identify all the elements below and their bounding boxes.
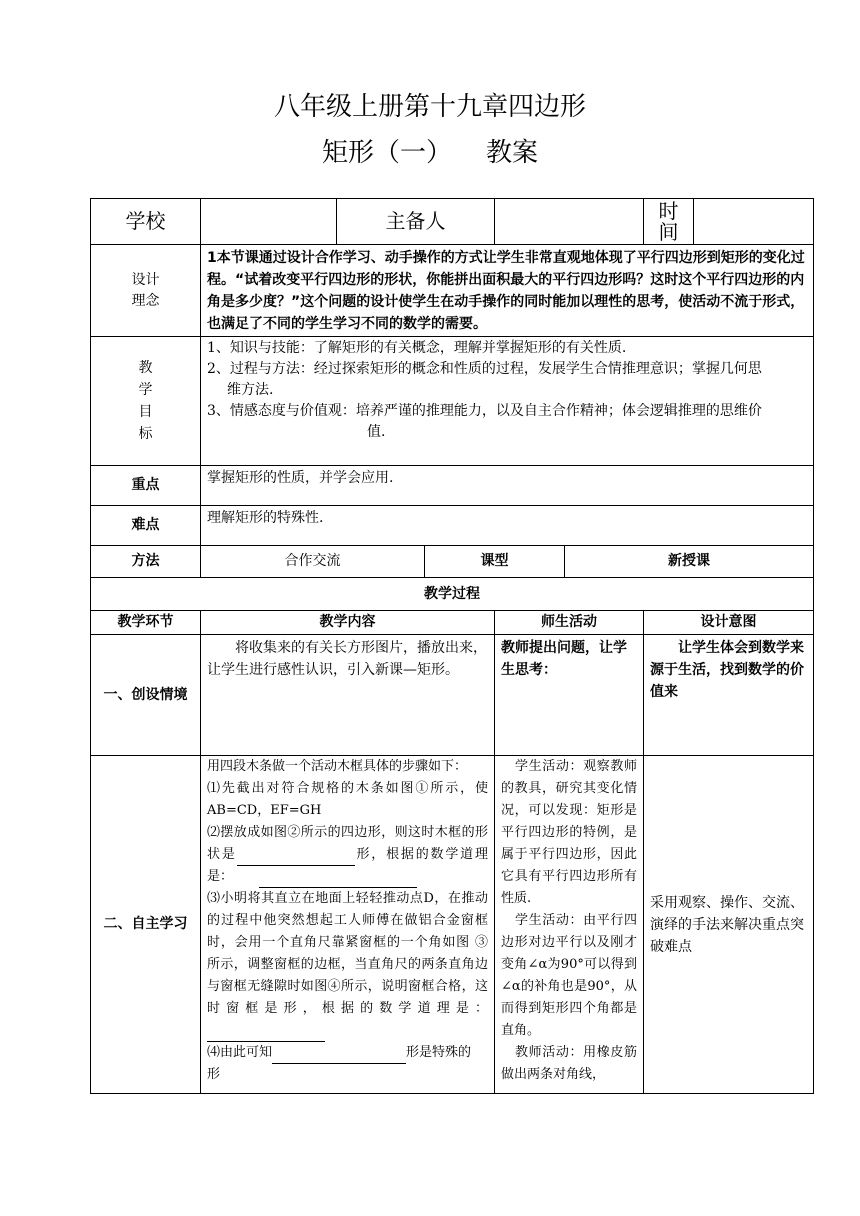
method-label: 方法 bbox=[91, 546, 201, 578]
activity-2-student-1: 学生活动：观察教师的教具，研究其变化情况，可以发现：矩形是平行四边形的特例，是属于平行四边形，因此它具有平行四边形所有性质. bbox=[501, 759, 637, 906]
time-label: 时间 bbox=[644, 199, 694, 245]
content-2 bbox=[201, 756, 495, 1094]
content-2-step4: ⑷由此可知 形是特殊的 形 bbox=[207, 1045, 472, 1082]
lesson-type-value: 新授课 bbox=[565, 546, 814, 578]
activity-2 bbox=[495, 756, 644, 1094]
lesson-type-label: 课型 bbox=[425, 546, 565, 578]
design-idea-label: 设计 理念 bbox=[91, 245, 201, 337]
stage-2: 二、自主学习 bbox=[91, 756, 201, 1094]
document-title: 八年级上册第十九章四边形 bbox=[273, 92, 586, 122]
preparer-value bbox=[495, 199, 644, 245]
school-value bbox=[201, 199, 337, 245]
content-2-intro: 用四段木条做一个活动木框具体的步骤如下： bbox=[207, 759, 468, 774]
design-idea-text: 1本节课通过设计合作学习、动手操作的方式让学生非常直观地体现了平行四边形到矩形的变化过程。“试着改变平行四边形的形状，你能拼出面积最大的平行四边形吗？这时这个平行四边形的内角是多少度？”这个问题的设计使学生在动手操作的同时能加以理性的思考，使活动不流于形式，也满足了不同的学生学习不同的数学的需要。 bbox=[201, 245, 814, 337]
doc-type: 教案 bbox=[486, 138, 539, 168]
time-value bbox=[694, 199, 814, 245]
process-header-row bbox=[91, 611, 814, 635]
goals-label: 教 学 目 标 bbox=[91, 337, 201, 466]
goal-item-2: 2、过程与方法：经过探索矩形的概念和性质的过程，发展学生合情推理意识；掌握几何思 bbox=[207, 361, 762, 377]
school-label: 学校 bbox=[91, 199, 201, 245]
key-point-text: 掌握矩形的性质，并学会应用. bbox=[201, 466, 814, 506]
content-1: 将收集来的有关长方形图片，播放出来，让学生进行感性认识，引入新课—矩形。 bbox=[201, 635, 495, 756]
activity-1: 教师提出问题，让学生思考： bbox=[495, 635, 644, 756]
process-row-2 bbox=[91, 756, 814, 1094]
key-point-label: 重点 bbox=[91, 466, 201, 506]
activity-2-student-2: 学生活动：由平行四边形对边平行以及刚才变角∠α为90°可以得到∠α的补角也是90°，从而得到矩形四个角都是直角。 bbox=[501, 913, 637, 1038]
preparer-label: 主备人 bbox=[337, 199, 495, 245]
goal-item-1: 1、知识与技能：了解矩形的有关概念，理解并掌握矩形的有关性质. bbox=[207, 340, 627, 356]
intent-1: 让学生体会到数学来源于生活，找到数学的价值来 bbox=[644, 635, 814, 756]
content-2-step2: ⑵摆放成如图②所示的四边形，则这时木框的形状是 形，根据的数学道理是： bbox=[207, 822, 488, 888]
design-idea-row bbox=[91, 245, 814, 337]
method-value: 合作交流 bbox=[201, 546, 425, 578]
difficulty-label: 难点 bbox=[91, 506, 201, 546]
content-2-step3: ⑶小明将其直立在地面上轻轻推动点D，在推动的过程中他突然想起工人师傅在做铝合金窗框时，会用一个直角尺靠紧窗框的一个角如图 ③ 所示，调整窗框的边框，当直角尺的两条直角边与窗框无缝隙时如图④所示，说明窗框合格，这时窗框是形，根据的数学道理是： bbox=[207, 888, 488, 1042]
key-point-row bbox=[91, 466, 814, 506]
goal-item-3: 3、情感态度与价值观：培养严谨的推理能力，以及自主合作精神；体会逻辑推理的思维价 bbox=[207, 403, 762, 419]
document-subtitle bbox=[0, 132, 860, 169]
goal-item-2-cont: 维方法. bbox=[227, 382, 274, 398]
lesson-name: 矩形（一） bbox=[321, 138, 452, 168]
col-stage: 教学环节 bbox=[91, 611, 201, 635]
activity-2-teacher: 教师活动：用橡皮筋做出两条对角线， bbox=[501, 1045, 637, 1082]
goal-item-3-cont: 值. bbox=[367, 424, 386, 440]
goals-row bbox=[91, 337, 814, 466]
col-content: 教学内容 bbox=[201, 611, 495, 635]
intent-2: 采用观察、操作、交流、演绎的手法来解决重点突破难点 bbox=[644, 756, 814, 1094]
stage-1: 一、创设情境 bbox=[91, 635, 201, 756]
col-activity: 师生活动 bbox=[495, 611, 644, 635]
col-intent: 设计意图 bbox=[644, 611, 814, 635]
goals-text bbox=[201, 337, 814, 466]
header-row bbox=[91, 199, 814, 245]
lesson-plan-table bbox=[90, 198, 814, 1094]
difficulty-text: 理解矩形的特殊性. bbox=[201, 506, 814, 546]
process-row-1 bbox=[91, 635, 814, 756]
content-2-step1: ⑴先截出对符合规格的木条如图①所示，使AB=CD，EF=GH bbox=[207, 781, 488, 818]
process-title-row bbox=[91, 578, 814, 611]
difficulty-row bbox=[91, 506, 814, 546]
process-title: 教学过程 bbox=[91, 578, 814, 611]
method-row bbox=[91, 546, 814, 578]
